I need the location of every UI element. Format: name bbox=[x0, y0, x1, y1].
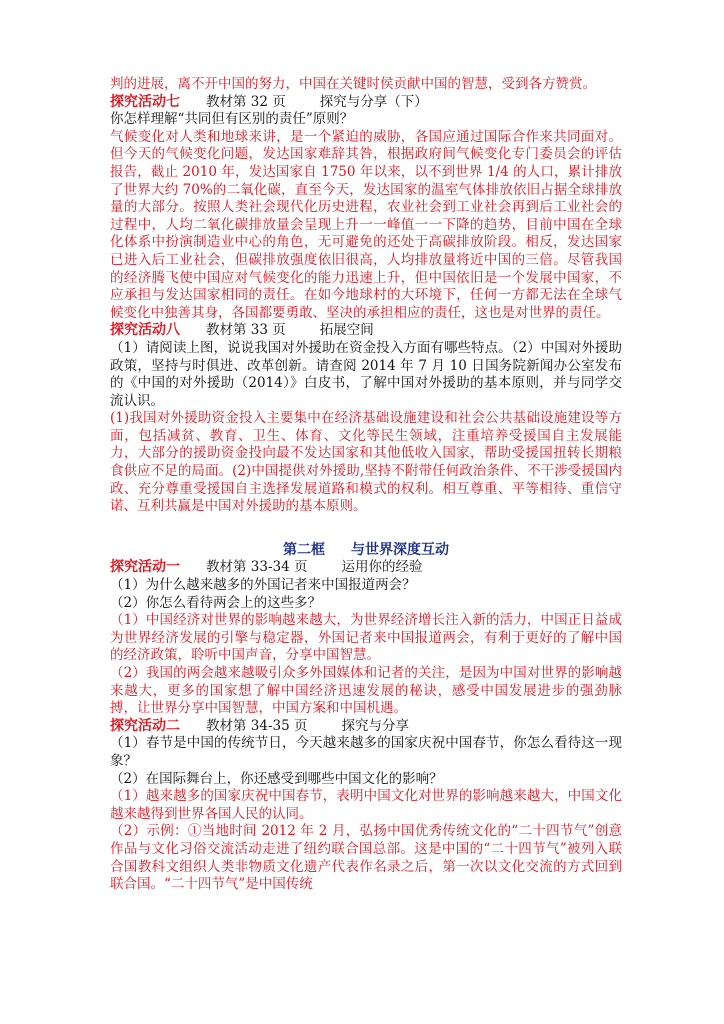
activity8-source: 教材第 33 页 bbox=[206, 322, 286, 339]
activity8-question: （1）请阅读上图，说说我国对外援助在资金投入方面有哪些特点。（2）中国对外援助政策，坚持与时俱进、改革创新。请查阅 2014 年 7 月 10 日国务院新闻办公室发布的《中国的对外援助（2014）》白皮书，了解中国对外援助的基本原则，并与同学交流认识。 bbox=[110, 339, 622, 409]
activity1-title: 探究活动一 bbox=[110, 559, 180, 576]
intro-continuation: 判的进展，离不开中国的努力，中国在关键时侯贡献中国的智慧，受到各方赞赏。 bbox=[110, 76, 596, 92]
section-title-part2: 与世界深度互动 bbox=[351, 541, 449, 558]
activity7-source: 教材第 32 页 bbox=[206, 93, 286, 110]
activity8-kind: 拓展空间 bbox=[319, 322, 374, 339]
activity1-header bbox=[110, 559, 622, 577]
activity2-source: 教材第 34-35 页 bbox=[206, 717, 308, 734]
activity8-title: 探究活动八 bbox=[110, 322, 180, 339]
activity2-question-1: （1）春节是中国的传统节日，今天越来越多的国家庆祝中国春节，你怎么看待这一现象？ bbox=[110, 735, 622, 769]
document-page bbox=[110, 76, 622, 894]
activity8-answer: (1)我国对外援助资金投入主要集中在经济基础设施建设和社会公共基础设施建设等方面，包括减贫、教育、卫生、体育、文化等民生领域，注重培养受援国自主发展能力，大部分的援助资金投向最不发达国家和其他低收入国家，帮助受援国扭转长期粮食供应不足的局面。(2)中国提供对外援助,坚持不附带任何政治条件、不干涉受援国内政、充分尊重受援国自主选择发展道路和模式的权利。相互尊重、平等相待、重信守诺、互利共赢是中国对外援助的基本原则。 bbox=[110, 410, 622, 515]
activity2-answer-1: （1）越来越多的国家庆祝中国春节，表明中国文化对世界的影响越来越大，中国文化越来越得到世界各国人民的认同。 bbox=[110, 788, 622, 822]
section-gap bbox=[110, 516, 622, 542]
section-title-part1: 第二框 bbox=[283, 541, 325, 558]
activity7-kind: 探究与分享（下） bbox=[319, 93, 428, 110]
activity8-header bbox=[110, 322, 622, 340]
activity1-kind: 运用你的经验 bbox=[341, 559, 423, 576]
activity2-kind: 探究与分享 bbox=[341, 717, 410, 734]
activity1-source: 教材第 33-34 页 bbox=[206, 559, 308, 576]
activity2-title: 探究活动二 bbox=[110, 717, 180, 734]
activity1-answer-2: （2）我国的两会越来越吸引众多外国媒体和记者的关注，是因为中国对世界的影响越来越大，更多的国家想了解中国经济迅速发展的秘诀，感受中国发展进步的强劲脉搏，让世界分享中国智慧，中国方案和中国机遇。 bbox=[110, 665, 622, 717]
activity1-question-1: （1）为什么越来越多的外国记者来中国报道两会？ bbox=[110, 577, 416, 594]
activity2-question-2: （2）在国际舞台上，你还感受到哪些中国文化的影响？ bbox=[110, 770, 443, 787]
activity7-answer: 气候变化对人类和地球来讲，是一个紧迫的威胁，各国应通过国际合作来共同面对。但今天的气候变化问题，发达国家难辞其咎，根据政府间气候变化专门委员会的评估报告，截止 2010 年，发达国家自 1750 年以来，以不到世界 1/4 的人口，累计排放了世界大约 70%的二氧化碳，直至今天，发达国家的温室气体排放依旧占据全球排放量的大部分。按照人类社会现代化历史进程，农业社会到工业社会再到后工业社会的过程中，人均二氧化碳排放量会呈现上升一一峰值一一下降的趋势，目前中国在全球化体系中扮演制造业中心的角色，无可避免的还处于高碳排放阶段。相反，发达国家已进入后工业社会，但碳排放强度依旧很高，人均排放量将近中国的三倍。尽管我国的经济腾飞使中国应对气候变化的能力迅速上升，但中国依旧是一个发展中国家，不应承担与发达国家相同的责任。在如今地球村的大环境下，任何一方都无法在全球气候变化中独善其身，各国都要勇敢、坚决的承担相应的责任，这也是对世界的责任。 bbox=[110, 128, 622, 321]
activity7-header bbox=[110, 94, 622, 112]
activity1-answer-1: （1）中国经济对世界的影响越来越大，为世界经济增长注入新的活力，中国正日益成为世界经济发展的引擎与稳定器，外国记者来中国报道两会，有利于更好的了解中国的经济政策，聆听中国声音，分享中国智慧。 bbox=[110, 612, 622, 664]
activity7-title: 探究活动七 bbox=[110, 93, 180, 110]
activity2-header bbox=[110, 718, 622, 736]
section-title bbox=[110, 542, 622, 560]
activity2-answer-2: （2）示例：①当地时间 2012 年 2 月，弘扬中国优秀传统文化的“二十四节气”创意作品与文化习俗交流活动走进了纽约联合国总部。这是中国的“二十四节气”被列入联合国教科文组织人类非物质文化遗产代表作名录之后，第一次以文化交流的方式回到联合国。“二十四节气”是中国传统 bbox=[110, 823, 622, 893]
activity1-question-2: （2）你怎么看待两会上的这些多？ bbox=[110, 594, 322, 611]
activity7-question: 你怎样理解“共同但有区别的责任”原则？ bbox=[110, 111, 354, 128]
